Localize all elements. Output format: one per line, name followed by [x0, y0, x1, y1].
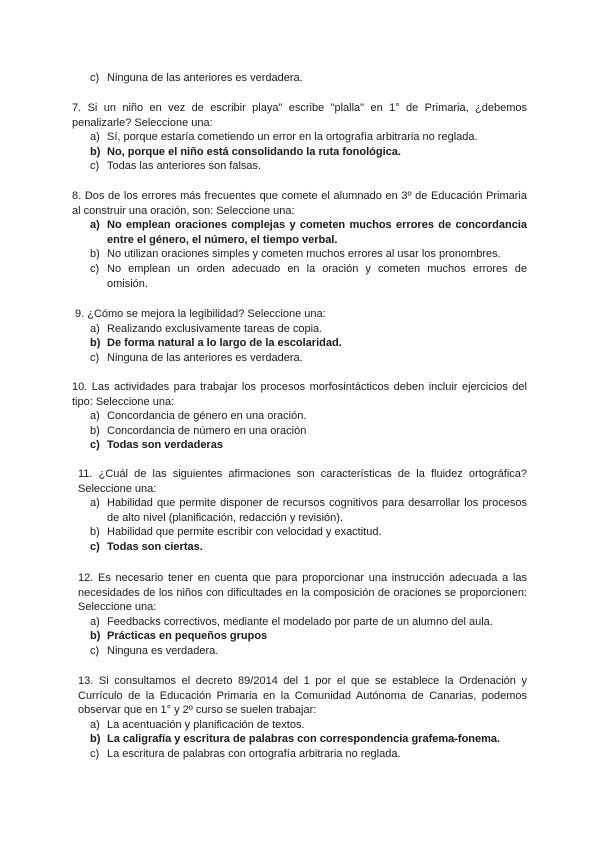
question-stem-line: 10. Las actividades para trabajar los procesos morfosintácticos deben incluir ejercicios del [72, 381, 527, 393]
answer-option[interactable] [72, 130, 527, 145]
answer-option[interactable] [72, 525, 527, 540]
question-stem-line: al construir una oración, son: Seleccione una: [72, 204, 295, 217]
option-letter: c) [90, 439, 100, 452]
option-letter: b) [90, 248, 100, 261]
answer-option[interactable] [72, 615, 527, 630]
option-text-line: Ninguna es verdadera. [107, 644, 219, 657]
answer-option[interactable] [72, 159, 527, 174]
question-stem-line: 7. Si un niño en vez de escribir playa" escribe "plalla" en 1° de Primaria, ¿debemos [72, 102, 527, 114]
answer-option[interactable] [72, 262, 527, 291]
option-text-line: No emplean un orden adecuado en la oración y cometen muchos errores de [107, 262, 527, 275]
option-text-line: Concordancia de número en una oración [107, 424, 307, 437]
option-letter: a) [90, 131, 100, 144]
answer-option[interactable] [72, 718, 527, 733]
option-text-line: La acentuación y planificación de textos. [107, 718, 305, 731]
option-letter: c) [90, 540, 100, 553]
option-letter: a) [90, 497, 100, 510]
option-letter: a) [90, 718, 100, 731]
option-text-line: La caligrafía y escritura de palabras con correspondencia grafema-fonema. [107, 733, 501, 746]
question-12 [72, 571, 527, 659]
answer-option-correct[interactable] [72, 145, 527, 160]
answer-option[interactable] [72, 71, 527, 86]
option-letter: b) [90, 424, 100, 437]
question-stem-line: necesidades de los niños con dificultades en la composición de oraciones se proporcionen: [78, 586, 527, 599]
answer-option[interactable] [72, 351, 527, 366]
answer-option-correct[interactable] [72, 732, 527, 747]
option-letter: c) [90, 160, 100, 173]
question-8 [72, 189, 527, 291]
option-text-line: Todas son verdaderas [107, 439, 223, 452]
question-stem-line: 12. Es necesario tener en cuenta que para proporcionar una instrucción adecuada a las [78, 572, 527, 584]
question-10 [72, 380, 527, 453]
answer-option-correct[interactable] [72, 218, 527, 247]
option-text-line: De forma natural a lo largo de la escolaridad. [107, 337, 342, 350]
question-13 [72, 674, 527, 762]
option-letter: c) [90, 262, 100, 275]
option-letter: c) [90, 644, 100, 657]
option-text-line: entre el género, el número, el tiempo verbal. [107, 233, 338, 246]
option-letter: a) [90, 410, 100, 423]
option-text-line: La escritura de palabras con ortografía arbitraria no reglada. [107, 747, 401, 760]
answer-option[interactable] [72, 644, 527, 659]
option-letter: b) [90, 145, 101, 158]
question-stem-line: penalizarle? Seleccione una: [72, 116, 213, 129]
option-text-line: No utilizan oraciones simples y cometen muchos errores al usar los pronombres. [107, 248, 501, 261]
option-letter: b) [90, 733, 101, 746]
option-text-line: No emplean oraciones complejas y cometen muchos errores de concordancia [107, 219, 527, 232]
answer-option-correct[interactable] [72, 438, 527, 453]
question-9 [72, 307, 527, 365]
option-text-line: Ninguna de las anteriores es verdadera. [107, 351, 303, 364]
question-stem-line: observar que en 1° y 2º curso se suelen trabajar: [78, 704, 317, 717]
option-text-line: Habilidad que permite escribir con velocidad y exactitud. [107, 526, 382, 539]
option-text-line: Ninguna de las anteriores es verdadera. [107, 72, 303, 84]
option-letter: b) [90, 526, 100, 539]
question-stem-line: tipo: Seleccione una: [72, 395, 175, 408]
option-text-line: Todas son ciertas. [107, 540, 203, 553]
question-stem-line: Seleccione una: [78, 482, 157, 495]
answer-option[interactable] [72, 409, 527, 424]
question-stem-line: Seleccione una: [78, 601, 157, 614]
option-text-line: Sí, porque estaría cometiendo un error en la ortografía arbitraria no reglada. [107, 131, 478, 144]
question-stem-line: Currículo de la Educación Primaria en la Comunidad Autónoma de Canarias, podemos [78, 689, 527, 702]
question-stem-line: 8. Dos de los errores más frecuentes que comete el alumnado en 3º de Educación Primaria [72, 190, 527, 202]
answer-option[interactable] [72, 322, 527, 337]
question-6-tail [72, 71, 527, 86]
option-letter: a) [90, 615, 100, 628]
answer-option-correct[interactable] [72, 336, 527, 351]
option-text-line: Habilidad que permite disponer de recursos cognitivos para desarrollar los procesos [107, 497, 527, 510]
option-letter: b) [90, 630, 101, 643]
answer-option[interactable] [72, 424, 527, 439]
option-text-line: Concordancia de género en una oración. [107, 410, 307, 423]
answer-option[interactable] [72, 496, 527, 525]
option-letter: c) [90, 351, 100, 364]
option-text-line: Feedbacks correctivos, mediante el modelado por parte de un alumno del aula. [107, 615, 493, 628]
question-stem-line: 13. Si consultamos el decreto 89/2014 del 1 por el que se establece la Ordenación y [78, 675, 527, 687]
option-text-line: Todas las anteriores son falsas. [107, 160, 262, 173]
option-letter: a) [90, 219, 100, 232]
option-letter: b) [90, 337, 101, 350]
option-letter: a) [90, 322, 100, 335]
option-text-line: No, porque el niño está consolidando la ruta fonológica. [107, 145, 401, 158]
option-letter: c) [90, 747, 100, 760]
answer-option[interactable] [72, 747, 527, 762]
option-text-line: Realizando exclusivamente tareas de copia. [107, 322, 323, 335]
option-letter: c) [90, 72, 100, 84]
option-text-line: Prácticas en pequeños grupos [107, 630, 268, 643]
answer-option[interactable] [72, 247, 527, 262]
question-stem-line: 11. ¿Cuál de las siguientes afirmaciones son características de la fluidez ortográfica? [78, 468, 527, 480]
option-text-line: de alto nivel (planificación, redacción y revisión). [107, 511, 344, 524]
question-7 [72, 101, 527, 174]
option-text-line: omisión. [107, 277, 148, 290]
question-stem-line: 9. ¿Cómo se mejora la legibilidad? Seleccione una: [75, 308, 326, 320]
answer-option-correct[interactable] [72, 629, 527, 644]
question-11 [72, 467, 527, 555]
answer-option-correct[interactable] [72, 540, 527, 555]
